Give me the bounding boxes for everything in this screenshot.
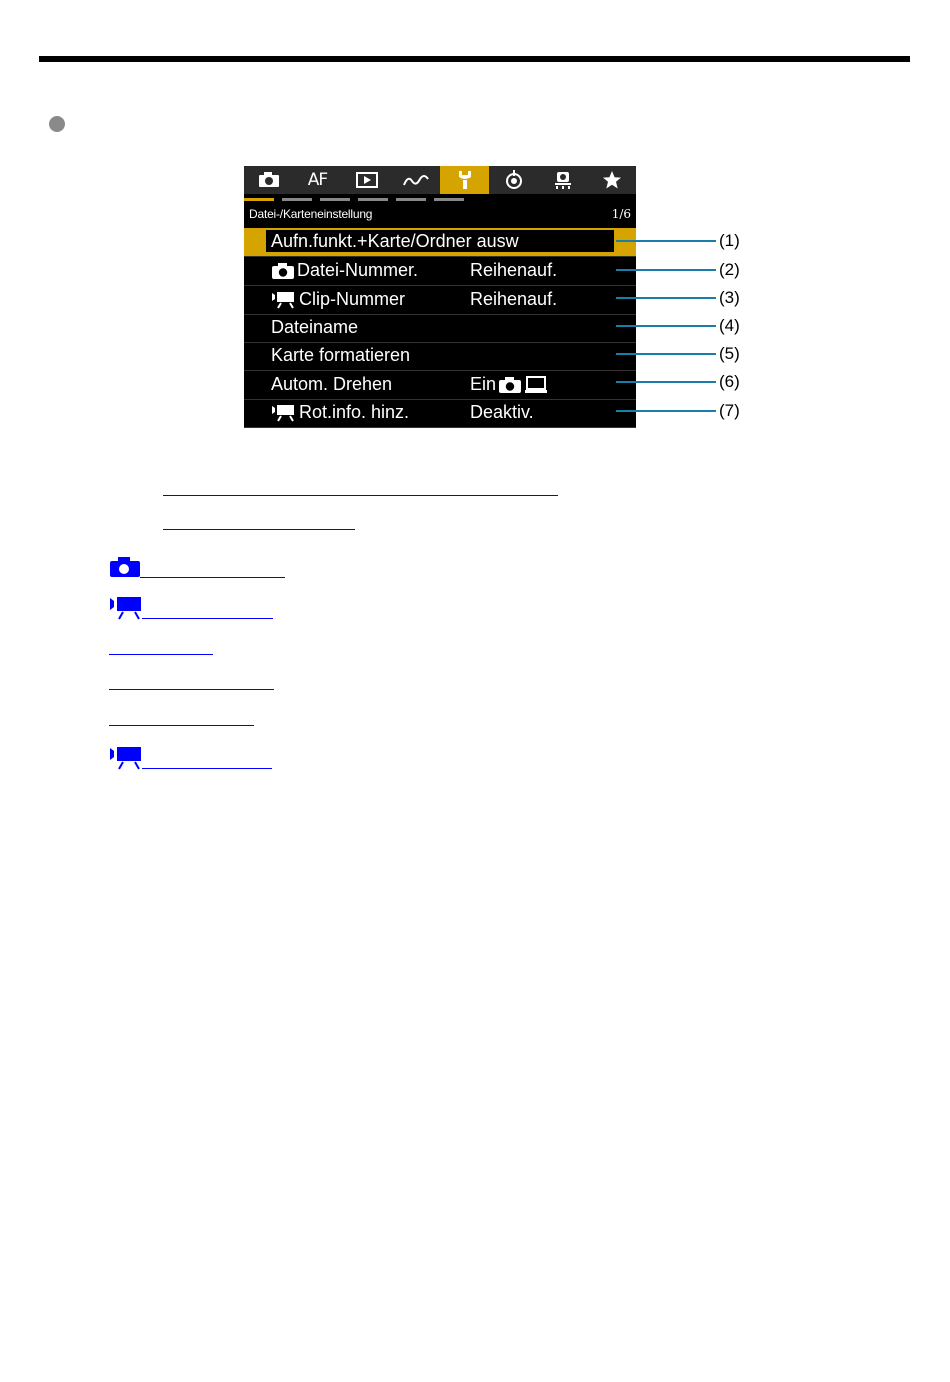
camera-tab-icon[interactable] [244, 166, 293, 194]
camera-icon [109, 556, 141, 578]
subtab-4 [358, 198, 388, 201]
camera-icon [271, 262, 295, 280]
menu-item-value: Reihenauf. [470, 260, 558, 280]
movie-camera-icon [109, 596, 143, 620]
callout-label-6: (6) [719, 372, 740, 391]
menu-item-label: Rot.info. hinz. [299, 402, 410, 422]
star-tab-icon[interactable] [587, 166, 636, 194]
playback-tab-icon[interactable] [342, 166, 391, 194]
link-3[interactable] [140, 577, 285, 578]
menu-page-number: 1/6 [611, 207, 631, 221]
menu-item-label: Dateiname [271, 317, 359, 337]
wireless-tab-icon[interactable] [391, 166, 440, 194]
my-menu-tab-icon[interactable] [538, 166, 587, 194]
menu-item-auto-rotate[interactable] [244, 371, 636, 400]
menu-item-add-rotate-info[interactable] [244, 399, 636, 428]
af-tab-label: AF [307, 170, 328, 190]
callout-label-2: (2) [719, 260, 740, 279]
menu-item-file-numbering[interactable] [244, 257, 636, 286]
subtab-indicator [244, 198, 636, 202]
subtab-6 [434, 198, 464, 201]
callout-label-5: (5) [719, 344, 740, 363]
link-8[interactable] [142, 768, 272, 769]
link-5[interactable] [109, 654, 213, 655]
af-tab[interactable] [293, 166, 342, 194]
menu-item-label: Karte formatieren [271, 345, 411, 365]
menu-item-file-name[interactable] [244, 314, 636, 343]
custom-function-tab-icon[interactable] [489, 166, 538, 194]
callout-label-4: (4) [719, 316, 740, 335]
computer-icon [524, 376, 548, 394]
link-4[interactable] [142, 618, 273, 619]
subtab-2 [282, 198, 312, 201]
menu-item-format-card[interactable] [244, 342, 636, 371]
menu-item-label: Autom. Drehen [271, 374, 393, 394]
menu-header-title: Datei-/Karteneinstellung [249, 207, 373, 221]
menu-item-value: Reihenauf. [470, 289, 558, 309]
movie-camera-icon [271, 291, 297, 309]
callout-line-2 [616, 269, 716, 271]
menu-item-label: Aufn.funkt.+Karte/Ordner ausw [271, 231, 519, 251]
callout-label-7: (7) [719, 401, 740, 420]
bullet-icon [49, 116, 65, 132]
menu-tab-bar [244, 166, 636, 194]
movie-camera-icon [271, 404, 297, 422]
top-rule [39, 56, 910, 62]
camera-menu-screenshot [244, 166, 636, 428]
setup-tab-icon[interactable] [440, 166, 489, 194]
callout-line-5 [616, 353, 716, 355]
menu-item-label: Datei-Nummer. [297, 260, 419, 280]
callout-line-3 [616, 297, 716, 299]
link-7[interactable] [109, 725, 254, 726]
camera-icon [498, 376, 522, 394]
movie-camera-icon [109, 746, 143, 770]
subtab-3 [320, 198, 350, 201]
callout-label-1: (1) [719, 231, 740, 250]
menu-item-record-func-card-folder[interactable] [244, 228, 636, 257]
link-2[interactable] [163, 529, 355, 530]
menu-item-label: Clip-Nummer [299, 289, 406, 309]
menu-item-clip-numbering[interactable] [244, 286, 636, 315]
callout-label-3: (3) [719, 288, 740, 307]
callout-line-1 [616, 240, 716, 242]
callout-line-4 [616, 325, 716, 327]
link-6[interactable] [109, 689, 274, 690]
subtab-1 [244, 198, 274, 201]
callout-line-6 [616, 381, 716, 383]
callout-line-7 [616, 410, 716, 412]
subtab-5 [396, 198, 426, 201]
menu-item-value: Ein [470, 374, 497, 394]
link-1[interactable] [163, 495, 558, 496]
menu-item-value: Deaktiv. [470, 402, 534, 422]
